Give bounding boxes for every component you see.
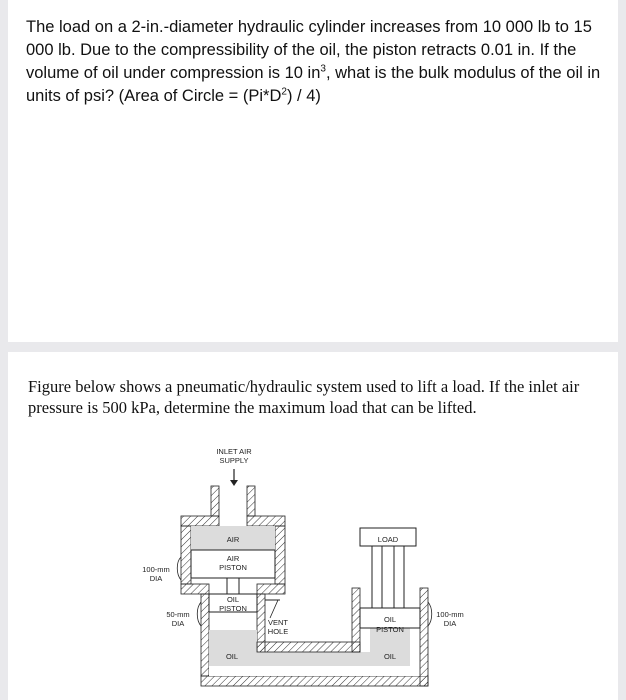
label-oil-piston-left-2: PISTON	[219, 604, 247, 613]
right-cylinder-right-wall	[420, 588, 428, 686]
label-load: LOAD	[377, 535, 399, 544]
inlet-tube-right-wall	[247, 486, 255, 516]
label-oil-left: OIL	[225, 652, 239, 661]
question-1-text: The load on a 2-in.-diameter hydraulic cylinder increases from 10 000 lb to 15 000 lb. Due to the compressibility of the oil, the piston retracts 0.01 in. If the volume of oil under compression is 10 $in^3$, what is the bulk modulus of the oil in units of psi? (Area of Circle = $(Pi*D^2) / 4$)	[26, 18, 601, 105]
question-2-text: Figure below shows a pneumatic/hydraulic system used to lift a load. If the inlet air pressure is 500 kPa, determine the maximum load that can be lifted.	[28, 377, 580, 417]
label-dia-left: DIA	[149, 574, 163, 583]
label-supply: SUPPLY	[219, 456, 249, 465]
label-100mm-left: 100-mm	[142, 565, 170, 574]
label-oil-piston-right-2: PISTON	[376, 625, 404, 634]
inlet-tube-left-wall	[211, 486, 219, 516]
piston-rod	[227, 578, 239, 594]
air-cylinder-cap-right	[247, 516, 285, 526]
dia-50-leader	[197, 602, 201, 626]
label-dia-50: DIA	[171, 619, 185, 628]
question-card-1	[8, 0, 618, 342]
question-card-2	[8, 352, 618, 700]
label-50mm: 50-mm	[166, 610, 190, 619]
label-hole: HOLE	[267, 627, 289, 636]
passage-gap	[209, 666, 428, 676]
passage-top-wall	[257, 642, 360, 652]
right-cylinder-left-wall	[352, 588, 360, 652]
air-cylinder-left-wall	[181, 526, 191, 584]
label-oil-piston-left-1: OIL	[226, 595, 240, 604]
label-oil-right: OIL	[383, 652, 397, 661]
label-vent: VENT	[267, 618, 289, 627]
divider-right	[257, 584, 285, 594]
passage-bottom-wall	[201, 676, 428, 686]
label-inlet-air: INLET AIR	[216, 447, 252, 456]
air-cylinder-cap-left	[181, 516, 219, 526]
load-rod-right	[394, 546, 404, 608]
inlet-arrowhead-icon	[230, 480, 238, 486]
label-air-piston-1: AIR	[226, 554, 240, 563]
label-oil-piston-right-1: OIL	[383, 615, 397, 624]
dia-100-right-leader	[428, 602, 432, 626]
dia-100-left-leader	[177, 557, 181, 580]
pneumatic-hydraulic-diagram	[8, 352, 618, 700]
load-rod-left	[372, 546, 382, 608]
label-air-piston-2: PISTON	[219, 563, 247, 572]
label-dia-right: DIA	[443, 619, 457, 628]
oil-cylinder-left-wall	[201, 594, 209, 676]
label-100mm-right: 100-mm	[436, 610, 464, 619]
vent-leader	[270, 600, 278, 618]
air-cylinder-right-wall	[275, 526, 285, 584]
label-air: AIR	[226, 535, 240, 544]
divider-left	[181, 584, 209, 594]
